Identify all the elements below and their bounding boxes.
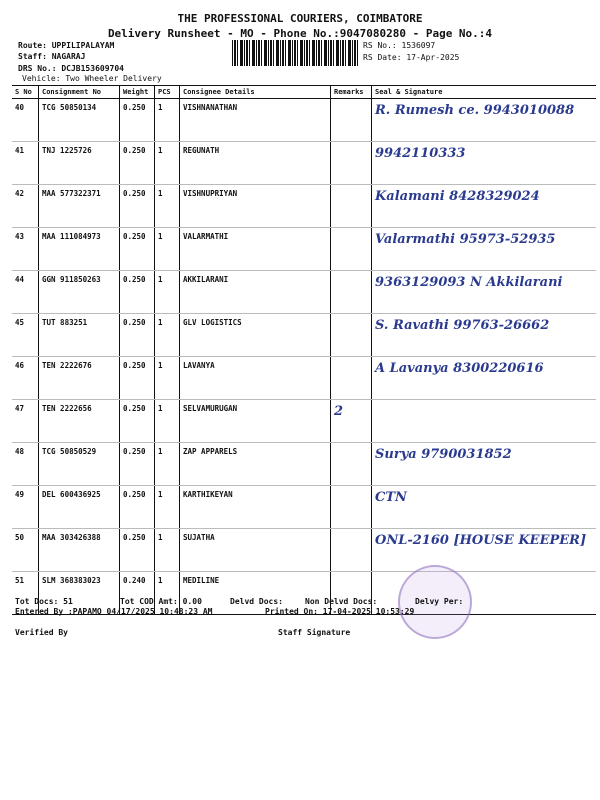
cell-consignment: TEN 2222676 — [39, 357, 120, 400]
cell-signature: Valarmathi 95973-52935 — [372, 228, 597, 271]
cell-sno: 51 — [12, 572, 39, 615]
cell-signature: ONL-2160 [HOUSE KEEPER] — [372, 529, 597, 572]
cell-remarks — [331, 142, 372, 185]
cell-consignment: SLM 368383023 — [39, 572, 120, 615]
cell-weight: 0.240 — [120, 572, 155, 615]
cell-consignee: VALARMATHI — [180, 228, 331, 271]
cell-pcs: 1 — [155, 99, 180, 142]
printed-on: Printed On: 17-04-2025 10:53:29 — [265, 607, 415, 616]
table-row — [12, 400, 596, 443]
cell-weight: 0.250 — [120, 271, 155, 314]
cell-remarks — [331, 185, 372, 228]
entered-by: Entered By :PAPAMO 04/17/2025 10:48:23 AM — [15, 607, 213, 616]
cell-sno: 49 — [12, 486, 39, 529]
cell-consignment: TCG 50850529 — [39, 443, 120, 486]
col-consignee: Consignee Details — [180, 86, 331, 99]
cell-signature: 9363129093 N Akkilarani — [372, 271, 597, 314]
cell-signature: CTN — [372, 486, 597, 529]
cell-pcs: 1 — [155, 443, 180, 486]
cell-pcs: 1 — [155, 271, 180, 314]
cell-remarks — [331, 486, 372, 529]
cell-pcs: 1 — [155, 314, 180, 357]
cell-weight: 0.250 — [120, 314, 155, 357]
runsheet-title: Delivery Runsheet - MO - Phone No.:9047080280 - Page No.:4 — [107, 27, 493, 40]
col-signature: Seal & Signature — [372, 86, 597, 99]
cell-sno: 40 — [12, 99, 39, 142]
cell-consignment: TUT 883251 — [39, 314, 120, 357]
table-row — [12, 529, 596, 572]
cell-consignee: SELVAMURUGAN — [180, 400, 331, 443]
runsheet-table — [12, 85, 596, 615]
cell-remarks — [331, 529, 372, 572]
verified-by: Verified By — [15, 628, 68, 637]
cell-remarks — [331, 99, 372, 142]
cell-consignee: LAVANYA — [180, 357, 331, 400]
col-weight: Weight — [120, 86, 155, 99]
delvd-docs: Delvd Docs: — [230, 597, 283, 606]
cell-sno: 42 — [12, 185, 39, 228]
cell-sno: 48 — [12, 443, 39, 486]
drs-number: DRS No.: DCJB153609704 — [18, 64, 124, 73]
cell-pcs: 1 — [155, 142, 180, 185]
table-row — [12, 271, 596, 314]
tot-docs: Tot Docs: 51 — [15, 597, 73, 606]
non-delvd-docs: Non Delvd Docs: — [305, 597, 378, 606]
cell-consignee: ZAP APPARELS — [180, 443, 331, 486]
cell-signature: S. Ravathi 99763-26662 — [372, 314, 597, 357]
cell-pcs: 1 — [155, 228, 180, 271]
cell-consignee: MEDILINE — [180, 572, 331, 615]
cell-consignee: GLV LOGISTICS — [180, 314, 331, 357]
delvy-per: Delvy Per: — [415, 597, 464, 606]
cell-consignment: MAA 111084973 — [39, 228, 120, 271]
cell-weight: 0.250 — [120, 99, 155, 142]
cell-remarks — [331, 357, 372, 400]
col-consignment: Consignment No — [39, 86, 120, 99]
barcode-image — [232, 40, 358, 66]
cell-weight: 0.250 — [120, 142, 155, 185]
cell-consignee: VISHNUPRIYAN — [180, 185, 331, 228]
cell-consignee: SUJATHA — [180, 529, 331, 572]
cell-pcs: 1 — [155, 185, 180, 228]
cell-sno: 46 — [12, 357, 39, 400]
cell-signature: 9942110333 — [372, 142, 597, 185]
cell-remarks — [331, 271, 372, 314]
cell-pcs: 1 — [155, 529, 180, 572]
cell-consignment: MAA 303426388 — [39, 529, 120, 572]
table-row — [12, 357, 596, 400]
company-title: THE PROFESSIONAL COURIERS, COIMBATORE — [177, 12, 423, 25]
cell-sno: 45 — [12, 314, 39, 357]
cell-weight: 0.250 — [120, 357, 155, 400]
vehicle-label: Vehicle: Two Wheeler Delivery — [22, 74, 162, 83]
cell-weight: 0.250 — [120, 486, 155, 529]
cell-remarks — [331, 314, 372, 357]
cell-pcs: 1 — [155, 357, 180, 400]
cell-sno: 41 — [12, 142, 39, 185]
cell-consignment: GGN 911850263 — [39, 271, 120, 314]
cell-consignment: TCG 50850134 — [39, 99, 120, 142]
table-header-row — [12, 86, 596, 99]
cell-consignment: TEN 2222656 — [39, 400, 120, 443]
cell-remarks — [331, 443, 372, 486]
route-label: Route: UPPILIPALAYAM — [18, 41, 115, 50]
cell-remarks: 2 — [331, 400, 372, 443]
cell-signature: R. Rumesh ce. 9943010088 — [372, 99, 597, 142]
cell-weight: 0.250 — [120, 443, 155, 486]
cell-sno: 44 — [12, 271, 39, 314]
cell-consignee: VISHNANATHAN — [180, 99, 331, 142]
rs-date: RS Date: 17-Apr-2025 — [363, 53, 460, 62]
cell-signature: Surya 9790031852 — [372, 443, 597, 486]
cell-weight: 0.250 — [120, 400, 155, 443]
cell-consignment: MAA 577322371 — [39, 185, 120, 228]
cell-consignee: AKKILARANI — [180, 271, 331, 314]
cell-remarks — [331, 228, 372, 271]
table-row — [12, 486, 596, 529]
table-row — [12, 314, 596, 357]
rs-number: RS No.: 1536097 — [363, 41, 436, 50]
table-row — [12, 142, 596, 185]
cell-consignment: TNJ 1225726 — [39, 142, 120, 185]
cell-signature — [372, 400, 597, 443]
table-row — [12, 443, 596, 486]
col-pcs: PCS — [155, 86, 180, 99]
cell-signature: A Lavanya 8300220616 — [372, 357, 597, 400]
staff-signature: Staff Signature — [278, 628, 351, 637]
cell-sno: 47 — [12, 400, 39, 443]
staff-label: Staff: NAGARAJ — [18, 52, 86, 61]
col-remarks: Remarks — [331, 86, 372, 99]
col-sno: S No — [12, 86, 39, 99]
cell-consignee: KARTHIKEYAN — [180, 486, 331, 529]
cell-pcs: 1 — [155, 400, 180, 443]
cell-sno: 50 — [12, 529, 39, 572]
cell-weight: 0.250 — [120, 529, 155, 572]
cell-pcs: 1 — [155, 486, 180, 529]
table-row — [12, 99, 596, 142]
tot-cod: Tot COD Amt: 0.00 — [120, 597, 202, 606]
cell-consignment: DEL 600436925 — [39, 486, 120, 529]
cell-signature: Kalamani 8428329024 — [372, 185, 597, 228]
cell-weight: 0.250 — [120, 228, 155, 271]
table-row — [12, 185, 596, 228]
cell-consignee: REGUNATH — [180, 142, 331, 185]
table-row — [12, 228, 596, 271]
cell-sno: 43 — [12, 228, 39, 271]
cell-pcs: 1 — [155, 572, 180, 615]
cell-weight: 0.250 — [120, 185, 155, 228]
